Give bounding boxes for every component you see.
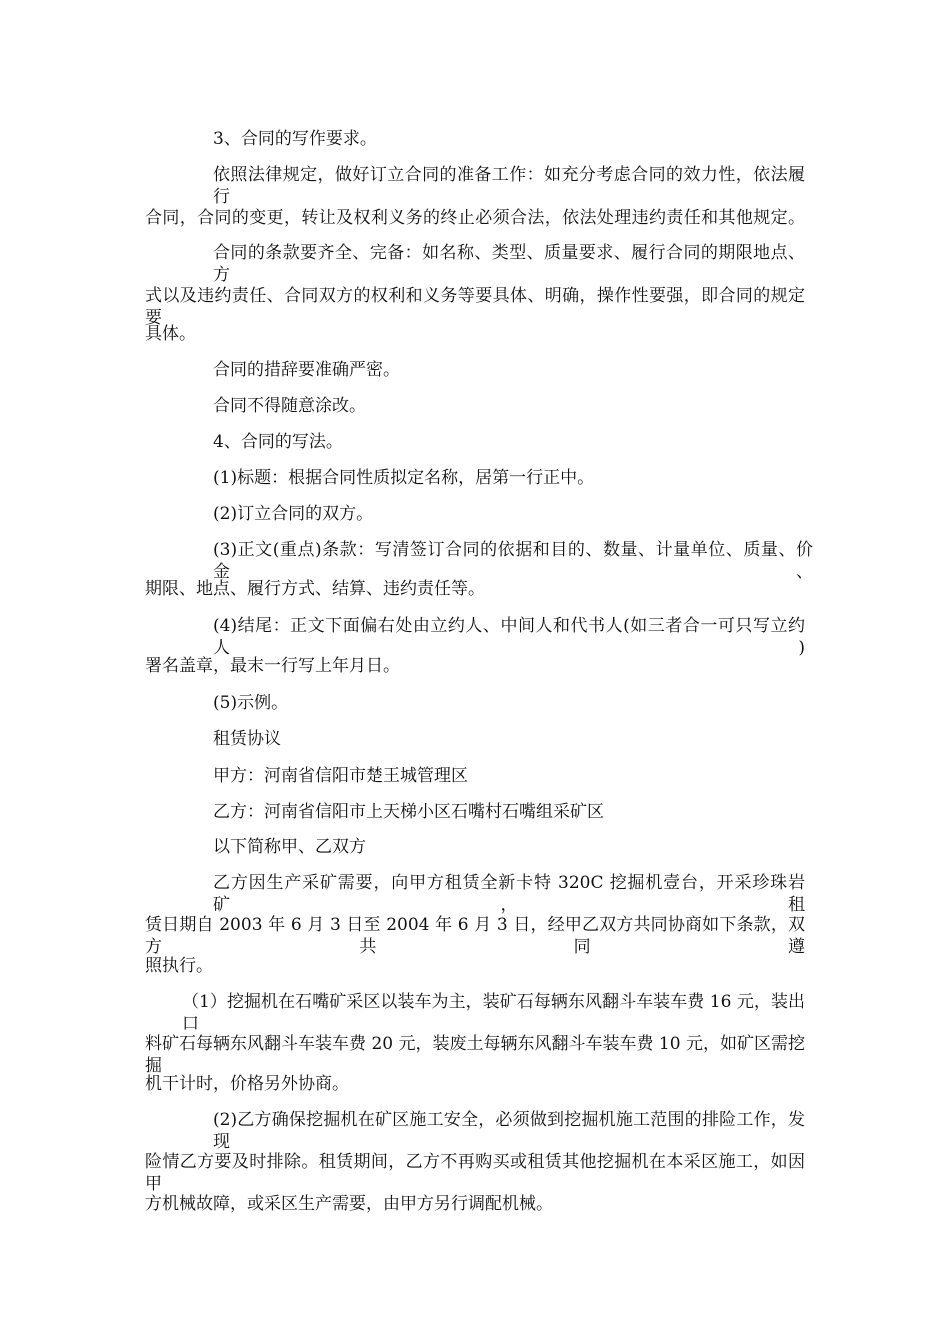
party-a-line: 甲方：河南省信阳市楚王城管理区 [213, 766, 468, 786]
list-item: (3)正文(重点)条款：写清签订合同的依据和目的、数量、计量单位、质量、价金、 [213, 540, 813, 582]
example-title: 租赁协议 [213, 729, 281, 749]
list-item: (4)结尾：正文下面偏右处由立约人、中间人和代书人(如三者合一可只写立约人) [213, 616, 805, 658]
paragraph-line: 合同不得随意涂改。 [213, 396, 366, 416]
paragraph-line: 署名盖章，最末一行写上年月日。 [145, 656, 400, 676]
paragraph-line: 式以及违约责任、合同双方的权利和义务等要具体、明确，操作性要强，即合同的规定要 [145, 286, 805, 328]
section-heading-3: 3、合同的写作要求。 [213, 129, 377, 149]
clause-item: （1）挖掘机在石嘴矿采区以装车为主，装矿石每辆东风翻斗车装车费 16 元，装出口 [182, 992, 805, 1034]
list-item: (2)订立合同的双方。 [213, 504, 374, 524]
paragraph-line: 料矿石每辆东风翻斗车装车费 20 元，装废土每辆东风翻斗车装车费 10 元，如矿区需挖掘 [145, 1034, 805, 1076]
list-item: (5)示例。 [213, 693, 289, 713]
list-item: (1)标题：根据合同性质拟定名称，居第一行正中。 [213, 468, 595, 488]
paragraph-line: 方机械故障，或采区生产需要，由甲方另行调配机械。 [145, 1194, 553, 1214]
paragraph-line: 合同，合同的变更，转让及权利义务的终止必须合法，依法处理违约责任和其他规定。 [145, 208, 805, 228]
clause-item: (2)乙方确保挖掘机在矿区施工安全，必须做到挖掘机施工范围的排险工作，发现 [213, 1110, 805, 1152]
paragraph-line: 以下简称甲、乙双方 [213, 837, 366, 857]
party-b-line: 乙方：河南省信阳市上天梯小区石嘴村石嘴组采矿区 [213, 802, 604, 822]
paragraph-line: 险情乙方要及时排除。租赁期间，乙方不再购买或租赁其他挖掘机在本采区施工，如因甲 [145, 1152, 805, 1194]
paragraph-line: 具体。 [145, 324, 196, 344]
section-heading-4: 4、合同的写法。 [213, 432, 343, 452]
paragraph-line: 机干计时，价格另外协商。 [145, 1074, 349, 1094]
paragraph-line: 期限、地点、履行方式、结算、违约责任等。 [145, 579, 485, 599]
paragraph-line: 合同的措辞要准确严密。 [213, 360, 400, 380]
paragraph-line: 照执行。 [145, 956, 213, 976]
paragraph-line: 合同的条款要齐全、完备：如名称、类型、质量要求、履行合同的期限地点、方 [213, 243, 805, 285]
paragraph-line: 依照法律规定，做好订立合同的准备工作：如充分考虑合同的效力性，依法履行 [213, 165, 805, 207]
paragraph-line: 乙方因生产采矿需要，向甲方租赁全新卡特 320C 挖掘机壹台，开采珍珠岩矿，租 [213, 873, 805, 915]
paragraph-line: 赁日期自 2003 年 6 月 3 日至 2004 年 6 月 3 日，经甲乙双方共同协商如下条款，双方共同遵 [145, 915, 805, 957]
